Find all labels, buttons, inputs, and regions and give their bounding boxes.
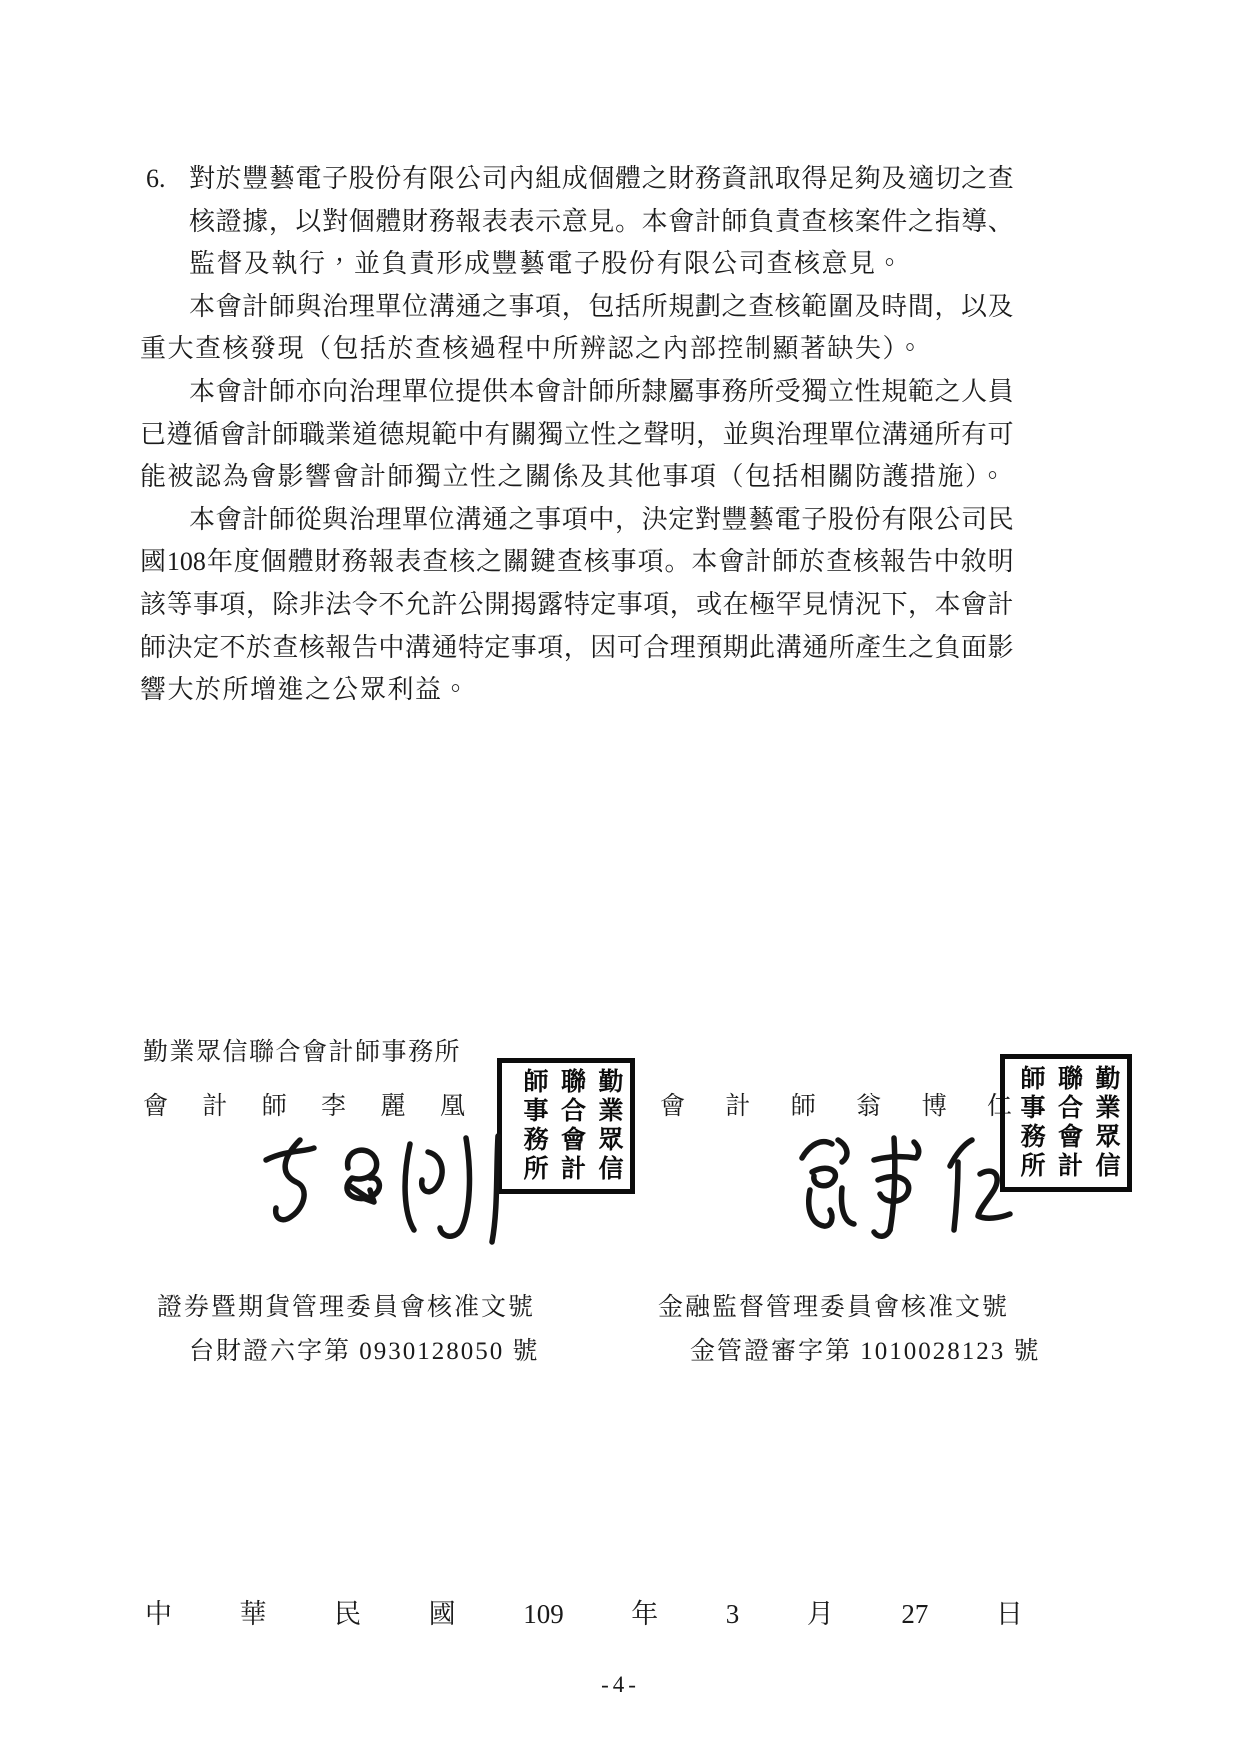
approval-sfc (157, 1288, 540, 1372)
text-line: 重大查核發現（包括於查核過程中所辨認之內部控制顯著缺失）。 (140, 334, 925, 364)
handwritten-signature-right (788, 1132, 1018, 1244)
approval-title: 金融監督管理委員會核准文號 (658, 1294, 1010, 1321)
firm-seal-left: 勤業眾信聯合會計師事務所 (497, 1058, 635, 1194)
approval-title: 證券暨期貨管理委員會核准文號 (157, 1294, 536, 1321)
text-line: 本 會 計 師 與 治 理 單 位 溝 通 之 事 項 ， 包 括 所 規 劃 之 查 核 範 圍 及 時 間 ， 以 及 (189, 291, 1014, 321)
text-line: 本 會 計 師 亦 向 治 理 單 位 提 供 本 會 計 師 所 隸 屬 事 務 所 受 獨 立 性 規 範 之 人 員 (189, 376, 1014, 406)
approval-number: 台財證六字第 0930128050 號 (189, 1338, 540, 1365)
paragraph-communication (140, 286, 1014, 371)
signature-li-li-huang (252, 1128, 514, 1254)
text-line: 核 證 據 ， 以 對 個 體 財 務 報 表 表 示 意 見 。 本 會 計 師 負 責 查 核 案 件 之 指 導 、 (189, 206, 1014, 236)
approval-number: 金管證審字第 1010028123 號 (690, 1338, 1041, 1365)
text-line: 監督及執行，並負責形成豐藝電子股份有限公司查核意見。 (189, 249, 905, 279)
text-line: 師 決 定 不 於 查 核 報 告 中 溝 通 特 定 事 項 ， 因 可 合 理 預 期 此 溝 通 所 產 生 之 負 面 影 (140, 632, 1014, 662)
firm-seal-right: 勤業眾信聯合會計師事務所 (1000, 1054, 1132, 1192)
report-date: 中 華 民 國 109 年 3 月 27 日 (145, 1599, 1023, 1629)
text-line: 響大於所增進之公眾利益。 (140, 675, 471, 705)
accountant-right-row: 會 計 師 翁 博 仁 (660, 1093, 1012, 1120)
text-line: 已 遵 循 會 計 師 職 業 道 德 規 範 中 有 關 獨 立 性 之 聲 明 ， 並 與 治 理 單 位 溝 通 所 有 可 (140, 419, 1014, 449)
paragraph-independence (140, 371, 1014, 499)
approval-fsc (658, 1288, 1041, 1372)
list-marker-6: 6. (146, 164, 166, 193)
text-line: 對 於 豐 藝 電 子 股 份 有 限 公 司 內 組 成 個 體 之 財 務 資 訊 取 得 足 夠 及 適 切 之 查 (189, 164, 1014, 193)
firm-name: 勤業眾信聯合會計師事務所 (143, 1039, 462, 1066)
page-number: -4- (601, 1672, 640, 1697)
accountant-left-row: 會 計 師 李 麗 凰 (143, 1093, 465, 1120)
report-body (140, 158, 1014, 712)
text-line: 該 等 事 項 ， 除 非 法 令 不 允 許 公 開 揭 露 特 定 事 項 ， 或 在 極 罕 見 情 況 下 ， 本 會 計 (140, 589, 1014, 619)
text-line: 國 108 年 度 個 體 財 務 報 表 查 核 之 關 鍵 查 核 事 項 。 本 會 計 師 於 查 核 報 告 中 敘 明 (140, 547, 1014, 577)
handwritten-signature-left (252, 1128, 514, 1254)
signature-weng-bo-ren (788, 1132, 1018, 1244)
text-line: 能被認為會影響會計師獨立性之關係及其他事項（包括相關防護措施）。 (140, 462, 1008, 492)
paragraph-key-audit-matters (140, 499, 1014, 712)
paragraph-item-6 (140, 158, 1014, 286)
text-line: 本 會 計 師 從 與 治 理 單 位 溝 通 之 事 項 中 ， 決 定 對 豐 藝 電 子 股 份 有 限 公 司 民 (189, 504, 1014, 534)
